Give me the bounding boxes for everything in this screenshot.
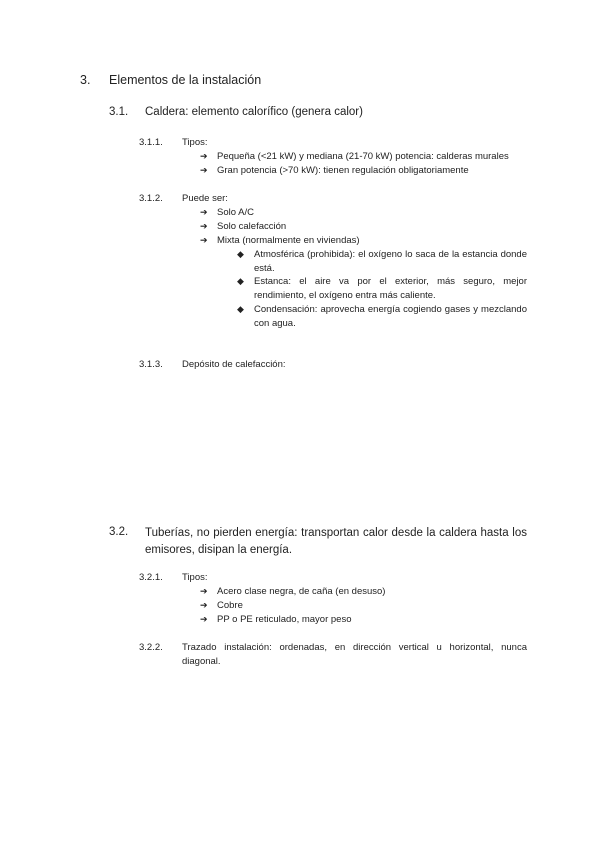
list-item: Pequeña (<21 kW) y mediana (21-70 kW) potencia: calderas murales (217, 151, 509, 162)
arrow-bullet-icon: ➔ (200, 221, 208, 231)
arrow-bullet-icon: ➔ (200, 165, 208, 175)
subsection-title: Tuberías, no pierden energía: transportan calor desde la caldera hasta los emisores, disipan la energía. (145, 527, 527, 556)
list-item: Solo A/C (217, 207, 254, 218)
subsubsection-number: 3.2.2. (139, 642, 163, 653)
arrow-bullet-icon: ➔ (200, 586, 208, 596)
subsubsection-number: 3.1.3. (139, 359, 163, 370)
arrow-bullet-icon: ➔ (200, 614, 208, 624)
subsection-title: Caldera: elemento calorífico (genera calor) (145, 106, 363, 118)
section-number: 3. (80, 73, 91, 87)
list-item: Acero clase negra, de caña (en desuso) (217, 586, 386, 597)
arrow-bullet-icon: ➔ (200, 235, 208, 245)
subsubsection-number: 3.2.1. (139, 572, 163, 583)
subsubsection-number: 3.1.2. (139, 193, 163, 204)
subsection-number: 3.1. (109, 106, 129, 118)
section-title: Elementos de la instalación (109, 73, 262, 87)
arrow-bullet-icon: ➔ (200, 151, 208, 161)
list-item: PP o PE reticulado, mayor peso (217, 614, 352, 625)
diamond-bullet-icon: ◆ (237, 276, 244, 286)
subsubsection-number: 3.1.1. (139, 137, 163, 148)
subsubsection-title: Puede ser: (182, 193, 228, 204)
list-item: Cobre (217, 600, 243, 611)
subsection-number: 3.2. (109, 526, 129, 538)
arrow-bullet-icon: ➔ (200, 207, 208, 217)
list-item: Mixta (normalmente en viviendas) (217, 235, 360, 246)
subsubsection-title: Depósito de calefacción: (182, 359, 286, 370)
nested-list-item: Estanca: el aire va por el exterior, más seguro, mejor rendimiento, el oxígeno entra más caliente. (254, 276, 527, 301)
list-item: Solo calefacción (217, 221, 287, 232)
arrow-bullet-icon: ➔ (200, 600, 208, 610)
nested-list-item: Atmosférica (prohibida): el oxígeno lo saca de la estancia donde está. (254, 249, 527, 274)
diamond-bullet-icon: ◆ (237, 304, 244, 314)
list-item: Gran potencia (>70 kW): tienen regulación obligatoriamente (217, 165, 469, 176)
subsubsection-title: Tipos: (182, 137, 208, 148)
diamond-bullet-icon: ◆ (237, 249, 244, 259)
subsubsection-title: Tipos: (182, 572, 208, 583)
subsubsection-text: Trazado instalación: ordenadas, en dirección vertical u horizontal, nunca diagonal. (182, 642, 527, 667)
nested-list-item: Condensación: aprovecha energía cogiendo gases y mezclando con agua. (254, 304, 527, 329)
